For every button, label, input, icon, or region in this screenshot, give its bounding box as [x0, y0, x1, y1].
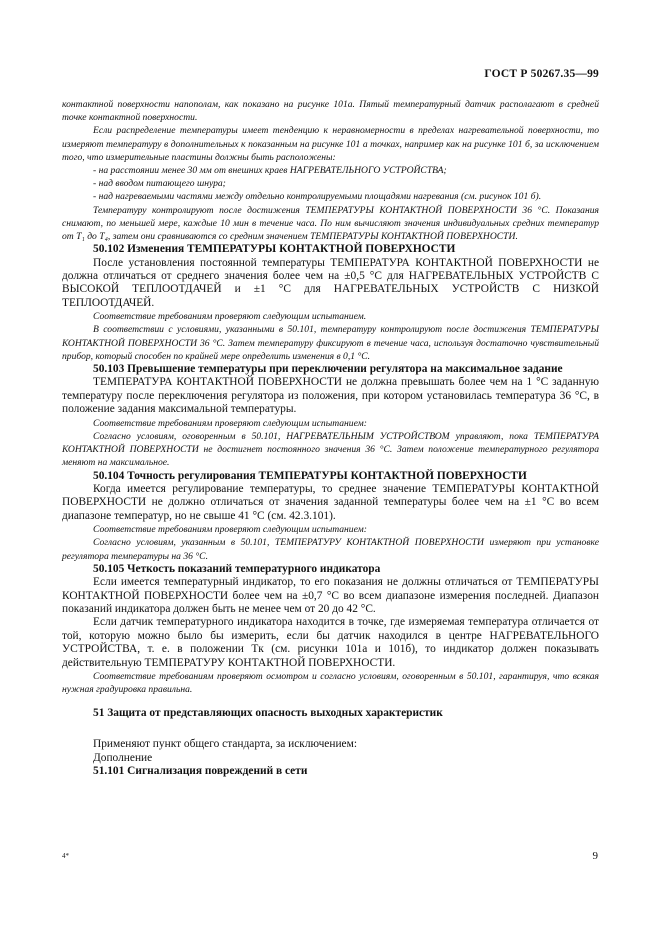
document-body	[62, 98, 599, 779]
document-code: ГОСТ Р 50267.35—99	[484, 68, 599, 80]
list-item: - над нагреваемыми частями между отдельно контролируемыми площадями нагревания (см. рисунок 101 б).	[93, 191, 542, 203]
chapter-heading: 51 Защита от представляющих опасность выходных характеристик	[93, 707, 443, 720]
list-item: - над вводом питающего шнура;	[93, 178, 226, 190]
paragraph: Когда имеется регулирование температуры, то среднее значение ТЕМПЕРАТУРЫ КОНТАКТНОЙ ПОВЕРХНОСТИ не должно отличаться от значения заданной температуры более чем на ±1 °С во всем диапазоне температур, но не свыше 41 °С (см. 42.3.101).	[62, 482, 599, 522]
paragraph: ТЕМПЕРАТУРА КОНТАКТНОЙ ПОВЕРХНОСТИ не должна превышать более чем на 1 °С заданную температуру после переключения регулятора из положения, при котором установилась температура 36 °С, в положение задания максимальной температуры.	[62, 376, 599, 416]
paragraph: Согласно условиям, указанным в 50.101, ТЕМПЕРАТУРУ КОНТАКТНОЙ ПОВЕРХНОСТИ измеряют при установке регулятора температуры на 36 °С.	[62, 537, 599, 562]
paragraph: Если распределение температуры имеет тенденцию к неравномерности в пределах нагревательной поверхности, то измеряют температуру в дополнительных к показанным на рисунке 101 а точках, например как на рисунке 101 б, за исключением того, что измерительные пластины должны быть расположены:	[62, 125, 599, 163]
section-heading: 50.105 Четкость показаний температурного индикатора	[93, 562, 381, 575]
paragraph: Если датчик температурного индикатора находится в точке, где измеряемая температура отличается от той, которую можно было бы измерить, если бы датчик находился в центре НАГРЕВАТЕЛЬНОГО УСТРОЙСТВА, т. е. в положении Tк (см. рисунки 101а и 101б), то индикатор должен показывать действительную ТЕМПЕРАТУРУ КОНТАКТНОЙ ПОВЕРХНОСТИ.	[62, 616, 599, 669]
paragraph: Дополнение	[93, 751, 153, 764]
paragraph: Соответствие требованиям проверяют осмотром и согласно условиям, оговоренным в 50.101, гарантируя, что всякая нужная градуировка правильна.	[62, 671, 599, 696]
signature-mark: 4*	[62, 852, 69, 860]
paragraph: Применяют пункт общего стандарта, за исключением:	[93, 738, 357, 751]
section-heading: 50.104 Точность регулирования ТЕМПЕРАТУРЫ КОНТАКТНОЙ ПОВЕРХНОСТИ	[93, 469, 527, 482]
section-heading: 51.101 Сигнализация повреждений в сети	[93, 765, 308, 778]
paragraph: Если имеется температурный индикатор, то его показания не должны отличаться от ТЕМПЕРАТУРЫ КОНТАКТНОЙ ПОВЕРХНОСТИ более чем на ±0,7 °С во всем диапазоне измерения последней. Диапазон показаний индикатора должен быть не менее чем от 20 до 42 °С.	[62, 576, 599, 615]
section-heading: 50.102 Изменения ТЕМПЕРАТУРЫ КОНТАКТНОЙ ПОВЕРХНОСТИ	[93, 243, 456, 256]
paragraph: Согласно условиям, оговоренным в 50.101, НАГРЕВАТЕЛЬНЫМ УСТРОЙСТВОМ управляют, пока ТЕМПЕРАТУРА КОНТАКТНОЙ ПОВЕРХНОСТИ не достигнет постоянного значения 36 °С. Затем положение температурного регулятора меняют на максимальное.	[62, 430, 599, 469]
paragraph: Соответствие требованиям проверяют следующим испытанием:	[93, 524, 367, 536]
list-item: - на расстоянии менее 30 мм от внешних краев НАГРЕВАТЕЛЬНОГО УСТРОЙСТВА;	[93, 165, 447, 177]
paragraph: контактной поверхности напополам, как показано на рисунке 101а. Пятый температурный датчик располагают в средней точке контактной поверхности.	[62, 99, 599, 124]
section-heading: 50.103 Превышение температуры при переключении регулятора на максимальное задание	[93, 363, 563, 376]
page-number: 9	[592, 850, 598, 862]
paragraph: После установления постоянной температуры ТЕМПЕРАТУРА КОНТАКТНОЙ ПОВЕРХНОСТИ не должна отличаться от среднего значения более чем на ±0,5 °С для НАГРЕВАТЕЛЬНЫХ УСТРОЙСТВ С ВЫСОКОЙ ТЕПЛООТДАЧЕЙ и ±1 °С для НАГРЕВАТЕЛЬНЫХ УСТРОЙСТВ С НИЗКОЙ ТЕПЛООТДАЧЕЙ.	[62, 256, 599, 309]
paragraph: Соответствие требованиям проверяют следующим испытанием:	[93, 417, 367, 429]
paragraph: Соответствие требованиям проверяют следующим испытанием.	[93, 311, 367, 323]
paragraph: Температуру контролируют после достижения ТЕМПЕРАТУРЫ КОНТАКТНОЙ ПОВЕРХНОСТИ 36 °С. Показания снимают, по меньшей мере, каждые 10 мин в течение часа. По ним вычисляют значения индивидуальных средних температур от T₁ до T₄, затем они сравниваются со средним значением ТЕМПЕРАТУРЫ КОНТАКТНОЙ ПОВЕРХНОСТИ.	[62, 204, 599, 243]
paragraph: В соответствии с условиями, указанными в 50.101, температуру контролируют после достижения ТЕМПЕРАТУРЫ КОНТАКТНОЙ ПОВЕРХНОСТИ 36 °С. Затем температуру фиксируют в течение часа, используя достаточно чувствительный прибор, который способен по крайней мере определить изменения в 0,1 °С.	[62, 324, 599, 362]
